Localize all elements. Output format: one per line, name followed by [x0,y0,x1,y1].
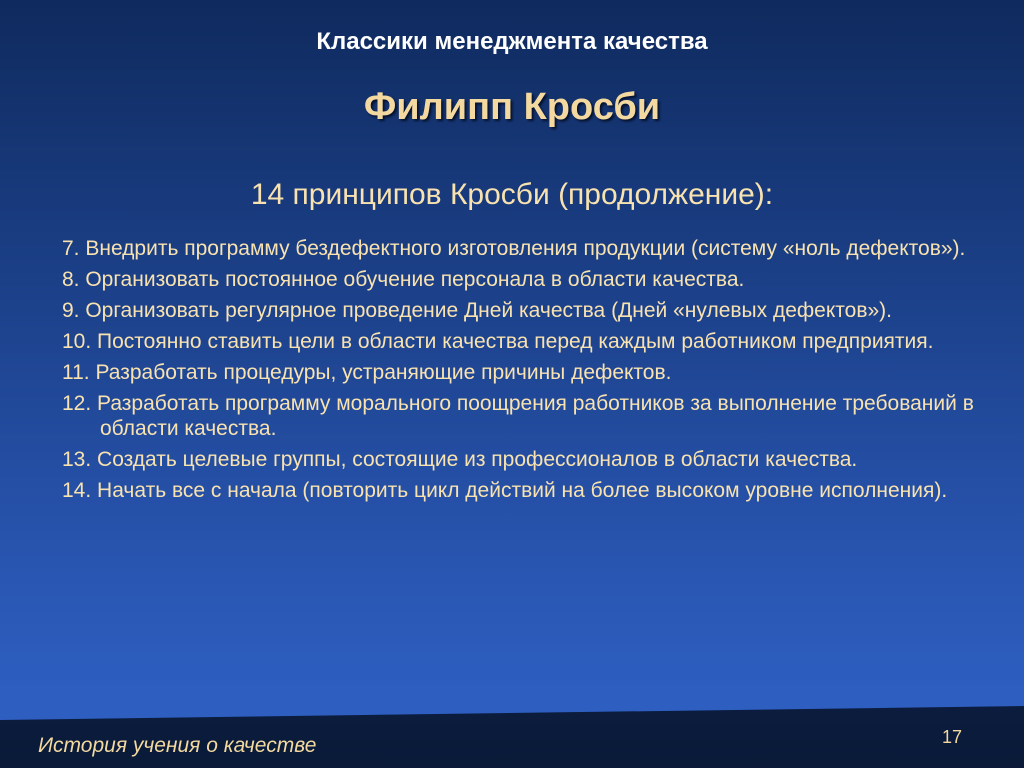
slide-subtitle: 14 принципов Кросби (продолжение): [250,178,774,211]
section-title: Классики менеджмента качества [316,28,708,55]
principle-item: 12. Разработать программу морального поощрения работников за выполнение требований в области качества. [62,392,974,440]
principle-item: 8. Организовать постоянное обучение персонала в области качества. [62,268,745,291]
principle-item: 9. Организовать регулярное проведение Дней качества (Дней «нулевых дефектов»). [62,299,892,322]
slide-title: Филипп Кросби [363,86,661,128]
principle-item: 13. Создать целевые группы, состоящие из профессионалов в области качества. [62,448,858,471]
principles-list [62,236,982,509]
principle-item: 11. Разработать процедуры, устраняющие причины дефектов. [62,361,672,384]
page-number: 17 [941,727,962,747]
footer-text: История учения о качестве [38,734,317,757]
principle-item: 7. Внедрить программу бездефектного изготовления продукции (систему «ноль дефектов»). [62,237,966,260]
principle-item: 14. Начать все с начала (повторить цикл действий на более высоком уровне исполнения). [62,479,948,502]
principle-item: 10. Постоянно ставить цели в области качества перед каждым работником предприятия. [62,330,934,353]
